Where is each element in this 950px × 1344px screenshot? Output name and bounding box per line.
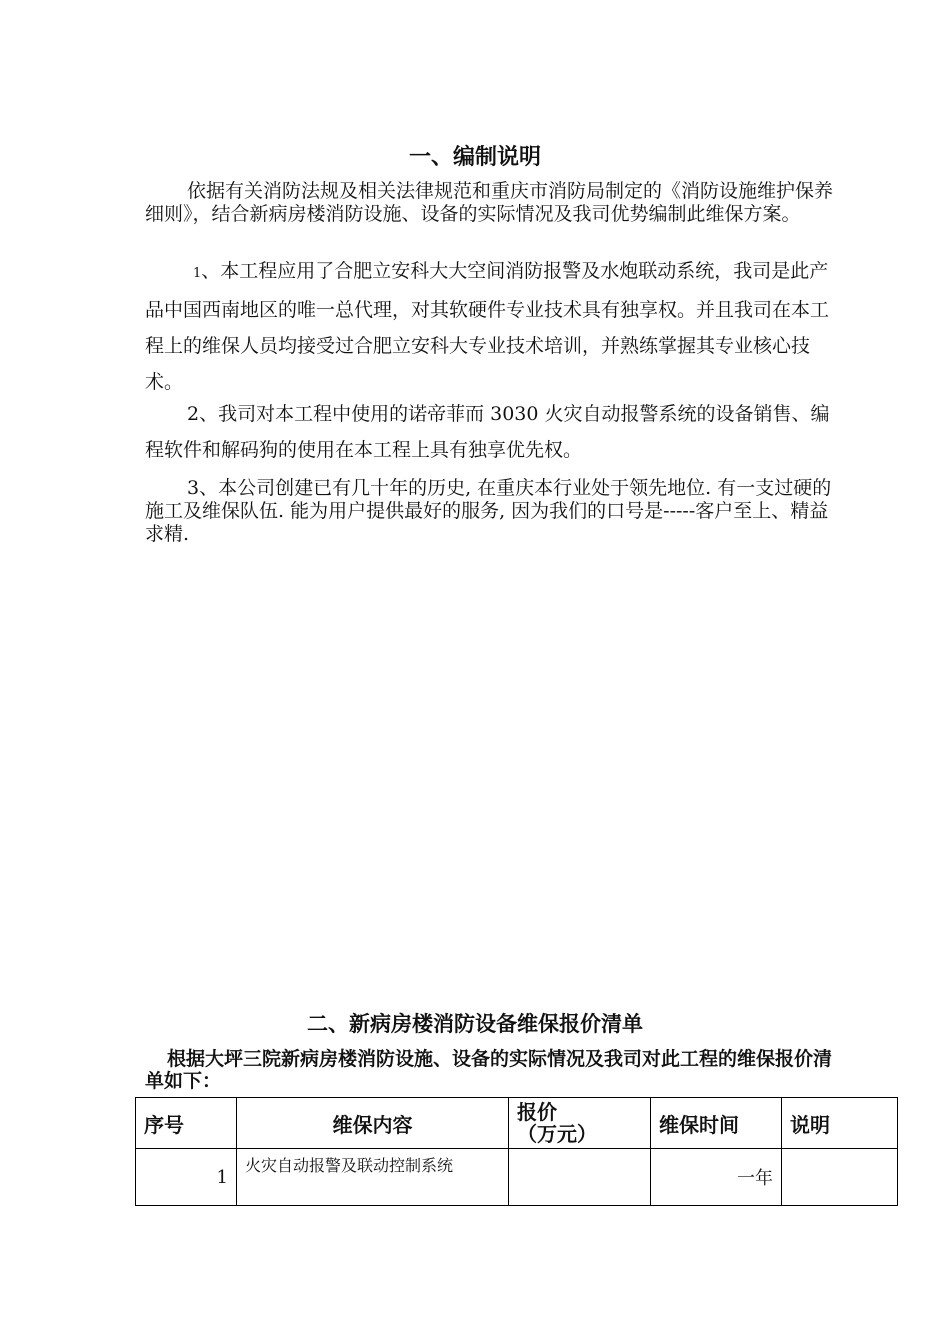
header-period: 维保时间: [651, 1098, 782, 1149]
paragraph-item-3: 3、本公司创建已有几十年的历史, 在重庆本行业处于领先地位. 有一支过硬的施工及维保队伍. 能为用户提供最好的服务, 因为我们的口号是-----客户至上、精益求精.: [145, 477, 832, 545]
header-note: 说明: [782, 1098, 898, 1149]
cell-period: 一年: [651, 1149, 782, 1206]
header-price-line1: 报价: [517, 1100, 557, 1124]
cell-note: [782, 1149, 898, 1206]
section-1-title: 一、编制说明: [408, 145, 541, 170]
section-2-title: 二、新病房楼消防设备维保报价清单: [307, 1012, 643, 1036]
cell-no: 1: [136, 1149, 237, 1206]
table-header-row: [136, 1098, 898, 1149]
quote-intro: 根据大坪三院新病房楼消防设施、设备的实际情况及我司对此工程的维保报价清单如下：: [145, 1048, 833, 1092]
cell-price: [509, 1149, 651, 1206]
paragraph-item-1: [145, 253, 835, 400]
cell-content: 火灾自动报警及联动控制系统: [237, 1149, 509, 1206]
item-number: 1: [193, 266, 202, 281]
quote-table: [135, 1097, 898, 1206]
paragraph-item-2: 2、我司对本工程中使用的诺帝菲而 3030 火灾自动报警系统的设备销售、编程软件和解码狗的使用在本工程上具有独享优先权。: [145, 403, 830, 461]
table-row: [136, 1149, 898, 1206]
paragraph-basis: 依据有关消防法规及相关法律规范和重庆市消防局制定的《消防设施维护保养细则》，结合新病房楼消防设施、设备的实际情况及我司优势编制此维保方案。: [145, 180, 834, 225]
item-1-text: 、本工程应用了合肥立安科大大空间消防报警及水炮联动系统，我司是此产品中国西南地区的唯一总代理，对其软硬件专业技术具有独享权。并且我司在本工程上的维保人员均接受过合肥立安科大专业技术培训，并熟练掌握其专业核心技术。: [145, 260, 830, 393]
header-price-line2: （万元）: [517, 1122, 597, 1146]
header-no: 序号: [136, 1098, 237, 1149]
header-price: [509, 1098, 651, 1149]
header-content: 维保内容: [237, 1098, 509, 1149]
